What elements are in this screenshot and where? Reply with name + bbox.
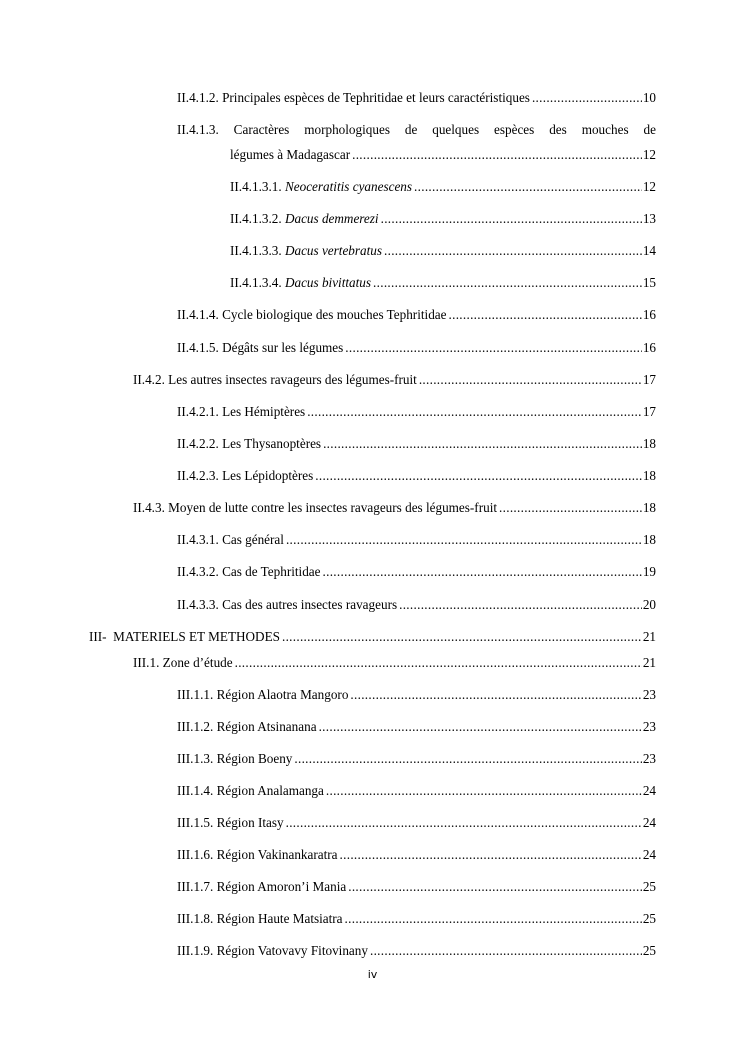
toc-page: 16 <box>642 307 656 322</box>
toc-title: Région Alaotra Mangoro <box>216 687 349 702</box>
toc-number: II.4.1.4. <box>177 307 219 322</box>
toc-leader <box>373 275 642 291</box>
toc-entry <box>177 122 656 138</box>
toc-page: 18 <box>642 436 656 451</box>
toc-title: Neoceratitis cyanescens <box>284 179 413 194</box>
toc-title: MATERIELS ET METHODES <box>113 629 280 644</box>
toc-page: 24 <box>642 847 656 862</box>
toc-number: III.1.7. <box>177 879 214 894</box>
toc-page: 25 <box>642 911 656 926</box>
toc-title: Principales espèces de Tephritidae et leurs caractéristiques <box>222 90 530 105</box>
toc-title: Moyen de lutte contre les insectes ravageurs des légumes-fruit <box>168 500 498 515</box>
toc-number: III.1. <box>133 655 160 670</box>
toc-title: Cas général <box>222 532 284 547</box>
toc-number: II.4.3.1. <box>177 532 219 547</box>
toc-title: Région Analamanga <box>216 783 324 798</box>
toc-entry <box>133 372 656 388</box>
toc-leader <box>294 751 641 767</box>
toc-leader <box>319 719 642 735</box>
toc-entry <box>177 564 656 580</box>
toc-leader <box>286 532 642 548</box>
toc-title: Dacus vertebratus <box>284 243 383 258</box>
toc-number: II.4.1.3.4. <box>230 275 282 290</box>
toc-number: II.4.2. <box>133 372 165 387</box>
toc-page: 24 <box>642 815 656 830</box>
toc-title: Région Vatovavy Fitovinany <box>216 943 368 958</box>
toc-page: 10 <box>642 90 656 105</box>
toc-number: III.1.5. <box>177 815 214 830</box>
toc-number: II.4.3.3. <box>177 597 219 612</box>
toc-leader <box>323 436 642 452</box>
toc-number: III.1.6. <box>177 847 214 862</box>
toc-entry <box>177 404 656 420</box>
toc-number: II.4.3. <box>133 500 165 515</box>
toc-number: III.1.8. <box>177 911 214 926</box>
toc-entry <box>177 597 656 613</box>
toc-title: Dégâts sur les légumes <box>222 340 344 355</box>
toc-entry <box>177 783 656 799</box>
toc-number: II.4.2.2. <box>177 436 219 451</box>
toc-entry <box>177 719 656 735</box>
toc-page: 23 <box>642 719 656 734</box>
toc-page: 20 <box>642 597 656 612</box>
toc-leader <box>323 564 642 580</box>
toc-leader <box>345 340 642 356</box>
toc-title: Zone d’étude <box>162 655 233 670</box>
toc-title: Dacus bivittatus <box>284 275 372 290</box>
toc-title: Région Itasy <box>216 815 284 830</box>
toc-leader <box>350 687 641 703</box>
toc-leader <box>307 404 642 420</box>
toc-leader <box>399 597 642 613</box>
toc-title: Région Haute Matsiatra <box>216 911 343 926</box>
toc-leader <box>315 468 642 484</box>
toc-leader <box>499 500 642 516</box>
toc-page: 23 <box>642 751 656 766</box>
toc-title: Les Lépidoptères <box>222 468 314 483</box>
toc-leader <box>370 943 642 959</box>
toc-title: Région Vakinankaratra <box>216 847 338 862</box>
toc-entry <box>177 911 656 927</box>
toc-entry <box>177 943 656 959</box>
toc-title: Région Atsinanana <box>216 719 317 734</box>
toc-page: 15 <box>642 275 656 290</box>
toc-number: II.4.1.5. <box>177 340 219 355</box>
toc-page: 21 <box>642 629 656 644</box>
toc-title: Les Thysanoptères <box>222 436 322 451</box>
toc-number: II.4.1.3.2. <box>230 211 282 226</box>
toc-number: II.4.1.2. <box>177 90 219 105</box>
toc-entry <box>177 90 656 106</box>
toc-entry <box>177 436 656 452</box>
toc-entry <box>230 275 656 291</box>
toc-entry <box>133 500 656 516</box>
toc-number: III- <box>89 629 107 644</box>
toc-title: Les autres insectes ravageurs des légumes-fruit <box>168 372 417 387</box>
toc-leader <box>419 372 642 388</box>
toc-leader <box>449 307 642 323</box>
toc-leader <box>282 629 642 645</box>
toc-entry <box>177 687 656 703</box>
toc-entry <box>230 179 656 195</box>
toc-page: 13 <box>642 211 656 226</box>
toc-number: III.1.4. <box>177 783 214 798</box>
toc-leader <box>384 243 642 259</box>
toc-title: Les Hémiptères <box>222 404 306 419</box>
toc-number: II.4.3.2. <box>177 564 219 579</box>
toc-leader <box>235 655 642 671</box>
toc-page: 19 <box>642 564 656 579</box>
toc-entry <box>230 211 656 227</box>
toc-page: 18 <box>642 468 656 483</box>
toc-entry <box>177 751 656 767</box>
toc-number: II.4.2.3. <box>177 468 219 483</box>
toc-entry <box>177 879 656 895</box>
toc-number: III.1.1. <box>177 687 214 702</box>
toc-page: 16 <box>642 340 656 355</box>
toc-number: III.1.9. <box>177 943 214 958</box>
toc-leader <box>348 879 642 895</box>
toc-entry <box>177 532 656 548</box>
toc-entry <box>177 468 656 484</box>
toc-page: 21 <box>642 655 656 670</box>
toc-title: Cycle biologique des mouches Tephritidae <box>222 307 447 322</box>
toc-title: Dacus demmerezi <box>284 211 379 226</box>
toc-title: Région Amoron’i Mania <box>216 879 347 894</box>
page-number: iv <box>367 968 378 981</box>
toc-leader <box>381 211 642 227</box>
toc-leader <box>414 179 642 195</box>
toc-entry <box>133 655 656 671</box>
toc-number: II.4.1.3.3. <box>230 243 282 258</box>
toc-leader <box>532 90 642 106</box>
toc-entry <box>177 847 656 863</box>
toc-page: 25 <box>642 879 656 894</box>
toc-page: 18 <box>642 532 656 547</box>
toc-number: II.4.1.3.1. <box>230 179 282 194</box>
toc-leader <box>352 147 642 163</box>
toc-title: Cas des autres insectes ravageurs <box>222 597 398 612</box>
toc-number: III.1.3. <box>177 751 214 766</box>
toc-page: 23 <box>642 687 656 702</box>
toc-page: 12 <box>642 147 656 162</box>
toc-page: 17 <box>642 404 656 419</box>
toc-entry <box>177 340 656 356</box>
toc-page: 12 <box>642 179 656 194</box>
toc-number: II.4.2.1. <box>177 404 219 419</box>
toc-page: 18 <box>642 500 656 515</box>
toc-page: 17 <box>642 372 656 387</box>
toc-title-line-2: légumes à Madagascar ..... 12 <box>230 147 656 163</box>
toc-leader <box>345 911 642 927</box>
toc-page: 24 <box>642 783 656 798</box>
toc-entry <box>177 307 656 323</box>
toc-title: Région Boeny <box>216 751 293 766</box>
toc-number: III.1.2. <box>177 719 214 734</box>
toc-page: 25 <box>642 943 656 958</box>
toc-leader <box>340 847 642 863</box>
toc-entry <box>89 629 656 645</box>
toc-number: II.4.1.3. <box>177 122 219 137</box>
toc-title: Cas de Tephritidae <box>222 564 321 579</box>
toc-entry <box>177 815 656 831</box>
toc-leader <box>286 815 642 831</box>
toc-page: 14 <box>642 243 656 258</box>
toc-title-line-1: II.4.1.3. Caractères morphologiques de quelques espèces des mouches de <box>177 122 656 137</box>
toc-leader <box>326 783 642 799</box>
toc-entry <box>230 243 656 259</box>
